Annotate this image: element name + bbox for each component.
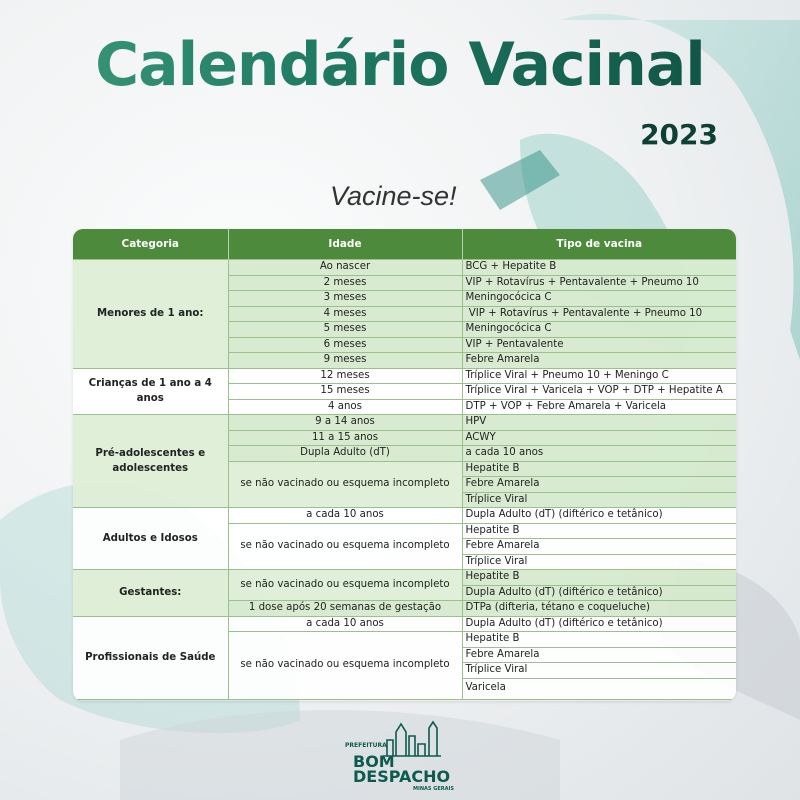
category-cell: Gestantes: — [73, 570, 228, 617]
group-health-professionals — [73, 616, 736, 699]
table-row — [73, 570, 736, 586]
age-cell: a cada 10 anos — [228, 616, 462, 632]
vaccine-cell: Tríplice Viral + Varicela + VOP + DTP + Hepatite A — [462, 384, 736, 400]
vaccine-cell: Dupla Adulto (dT) (diftérico e tetânico) — [462, 508, 736, 524]
age-cell: 1 dose após 20 semanas de gestação — [228, 601, 462, 617]
vaccine-cell: VIP + Rotavírus + Pentavalente + Pneumo 10 — [462, 275, 736, 291]
category-cell: Crianças de 1 ano a 4 anos — [73, 368, 228, 415]
vaccine-cell: HPV — [462, 415, 736, 431]
vaccine-cell: Hepatite B — [462, 570, 736, 586]
vaccine-cell: Tríplice Viral — [462, 554, 736, 570]
vaccine-cell: Febre Amarela — [462, 647, 736, 663]
age-cell: 2 meses — [228, 275, 462, 291]
vaccine-cell: ACWY — [462, 430, 736, 446]
age-cell: 4 meses — [228, 306, 462, 322]
age-cell: 9 a 14 anos — [228, 415, 462, 431]
age-cell: 12 meses — [228, 368, 462, 384]
group-adults-elderly — [73, 508, 736, 570]
age-cell: Dupla Adulto (dT) — [228, 446, 462, 462]
group-adolescents — [73, 415, 736, 508]
category-cell: Menores de 1 ano: — [73, 260, 228, 369]
group-children — [73, 368, 736, 415]
vaccine-cell: Hepatite B — [462, 461, 736, 477]
logo-prefeitura: PREFEITURA — [345, 742, 387, 749]
vaccine-cell: VIP + Pentavalente — [462, 337, 736, 353]
header-vaccine-type: Tipo de vacina — [462, 229, 736, 260]
vaccine-cell: Dupla Adulto (dT) (diftérico e tetânico) — [462, 616, 736, 632]
table-row — [73, 260, 736, 276]
age-cell-merged: se não vacinado ou esquema incompleto — [228, 461, 462, 508]
header-age: Idade — [228, 229, 462, 260]
age-cell: 5 meses — [228, 322, 462, 338]
age-cell: Ao nascer — [228, 260, 462, 276]
year-label: 2023 — [640, 118, 718, 151]
age-cell: 4 anos — [228, 399, 462, 415]
page-title: Calendário Vacinal — [0, 30, 800, 100]
age-cell-merged: se não vacinado ou esquema incompleto — [228, 570, 462, 601]
vaccine-cell: VIP + Rotavírus + Pentavalente + Pneumo 10 — [462, 306, 736, 322]
vaccine-cell: DTP + VOP + Febre Amarela + Varicela — [462, 399, 736, 415]
table-row — [73, 415, 736, 431]
vaccine-cell: Febre Amarela — [462, 477, 736, 493]
vaccine-cell: Tríplice Viral + Pneumo 10 + Meningo C — [462, 368, 736, 384]
vaccine-cell: BCG + Hepatite B — [462, 260, 736, 276]
vaccine-cell: a cada 10 anos — [462, 446, 736, 462]
vaccine-cell: Dupla Adulto (dT) (diftérico e tetânico) — [462, 585, 736, 601]
group-pregnant — [73, 570, 736, 617]
age-cell: 9 meses — [228, 353, 462, 369]
group-infants — [73, 260, 736, 369]
vaccine-cell: Meningocócica C — [462, 322, 736, 338]
category-cell: Pré-adolescentes e adolescentes — [73, 415, 228, 508]
header-category: Categoria — [73, 229, 228, 260]
table-row — [73, 508, 736, 524]
category-cell: Adultos e Idosos — [73, 508, 228, 570]
table-header-row — [73, 229, 736, 260]
subtitle-slogan: Vacine-se! — [330, 181, 457, 211]
vaccine-calendar-table — [73, 229, 736, 701]
vaccine-cell: Hepatite B — [462, 523, 736, 539]
prefeitura-logo — [343, 718, 463, 794]
age-cell: 11 a 15 anos — [228, 430, 462, 446]
logo-minas-gerais: MINAS GERAIS — [413, 786, 454, 792]
vaccine-cell: Hepatite B — [462, 632, 736, 648]
vaccine-cell: Tríplice Viral — [462, 492, 736, 508]
logo-despacho: DESPACHO — [353, 767, 451, 786]
vaccine-cell: Meningocócica C — [462, 291, 736, 307]
category-cell: Profissionais de Saúde — [73, 616, 228, 699]
vaccine-cell: Tríplice Viral — [462, 663, 736, 679]
logo-bom: BOM — [353, 752, 395, 771]
vaccine-cell: Varicela — [462, 678, 736, 699]
vaccine-cell: DTPa (difteria, tétano e coqueluche) — [462, 601, 736, 617]
age-cell: a cada 10 anos — [228, 508, 462, 524]
age-cell-merged: se não vacinado ou esquema incompleto — [228, 523, 462, 570]
age-cell: 3 meses — [228, 291, 462, 307]
age-cell: 6 meses — [228, 337, 462, 353]
vaccine-cell: Febre Amarela — [462, 353, 736, 369]
age-cell: 15 meses — [228, 384, 462, 400]
vaccine-cell: Febre Amarela — [462, 539, 736, 555]
table-row — [73, 368, 736, 384]
table-row — [73, 616, 736, 632]
age-cell-merged: se não vacinado ou esquema incompleto — [228, 632, 462, 700]
